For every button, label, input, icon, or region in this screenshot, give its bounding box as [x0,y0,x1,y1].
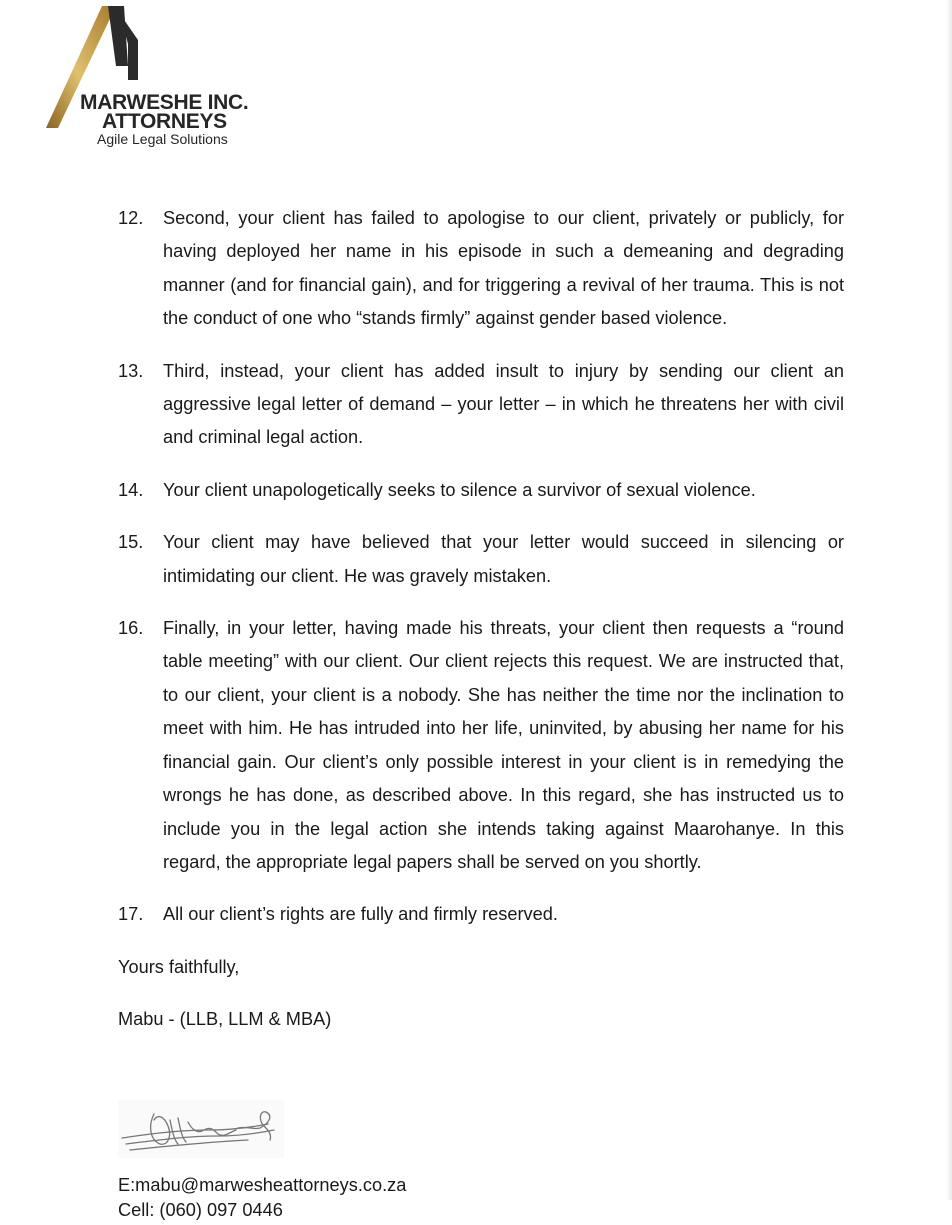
paragraph-number: 17. [118,904,144,925]
paragraph-text: Finally, in your letter, having made his threats, your client then requests a “round table meeting” with our client. Our client rejects this request. We are instructed that, to our client, your client is a nobody. She has neither the time nor the inclination to meet with him. He has intruded into her life, uninvited, by abusing her name for his financial gain. Our client’s only possible interest in your client is in remedying the wrongs he has done, as described above. In this regard, she has instructed us to include you in the legal action she intends taking against Maarohanye. In this regard, the appropriate legal papers shall be served on you shortly. [163,618,844,872]
paragraph-text: All our client’s rights are fully and firmly reserved. [163,904,558,925]
paragraph-number: 16. [118,618,144,639]
letter-body [118,202,844,1056]
paragraph-text: Second, your client has failed to apologise to our client, privately or publicly, for having deployed her name in his episode in such a demeaning and degrading manner (and for financial gain), and for triggering a revival of her trauma. This is not the conduct of one who “stands firmly” against gender based violence. [163,208,844,329]
paragraph-14 [118,474,844,507]
handwritten-signature-icon [118,1100,284,1158]
paragraph-number: 12. [118,208,144,228]
paragraph-13 [118,355,844,455]
closing-block [118,951,844,1037]
paragraph-12 [118,202,844,336]
paragraph-number: 15. [118,532,144,553]
page-edge [946,0,952,1200]
paragraph-number: 14. [118,479,144,500]
firm-name: MARWESHE INC. [80,91,249,114]
paragraph-text: Your client unapologetically seeks to silence a survivor of sexual violence. [163,479,756,500]
paragraph-16 [118,612,844,879]
paragraph-number: 13. [118,360,144,381]
firm-tagline: Agile Legal Solutions [97,131,228,147]
signatory-name: Mabu - (LLB, LLM & MBA) [118,1009,332,1030]
paragraph-17 [118,898,844,931]
paragraph-text: Third, instead, your client has added insult to injury by sending our client an aggressive legal letter of demand – your letter – in which he threatens her with civil and criminal legal action. [163,360,844,448]
firm-type: ATTORNEYS [102,110,227,133]
contact-email: E:mabu@marwesheattorneys.co.za [118,1175,407,1195]
salutation: Yours faithfully, [118,956,240,977]
paragraph-text: Your client may have believed that your letter would succeed in silencing or intimidating our client. He was gravely mistaken. [163,532,844,586]
letterhead [40,0,280,160]
paragraph-15 [118,526,844,593]
contact-cell: Cell: (060) 097 0446 [118,1200,283,1220]
